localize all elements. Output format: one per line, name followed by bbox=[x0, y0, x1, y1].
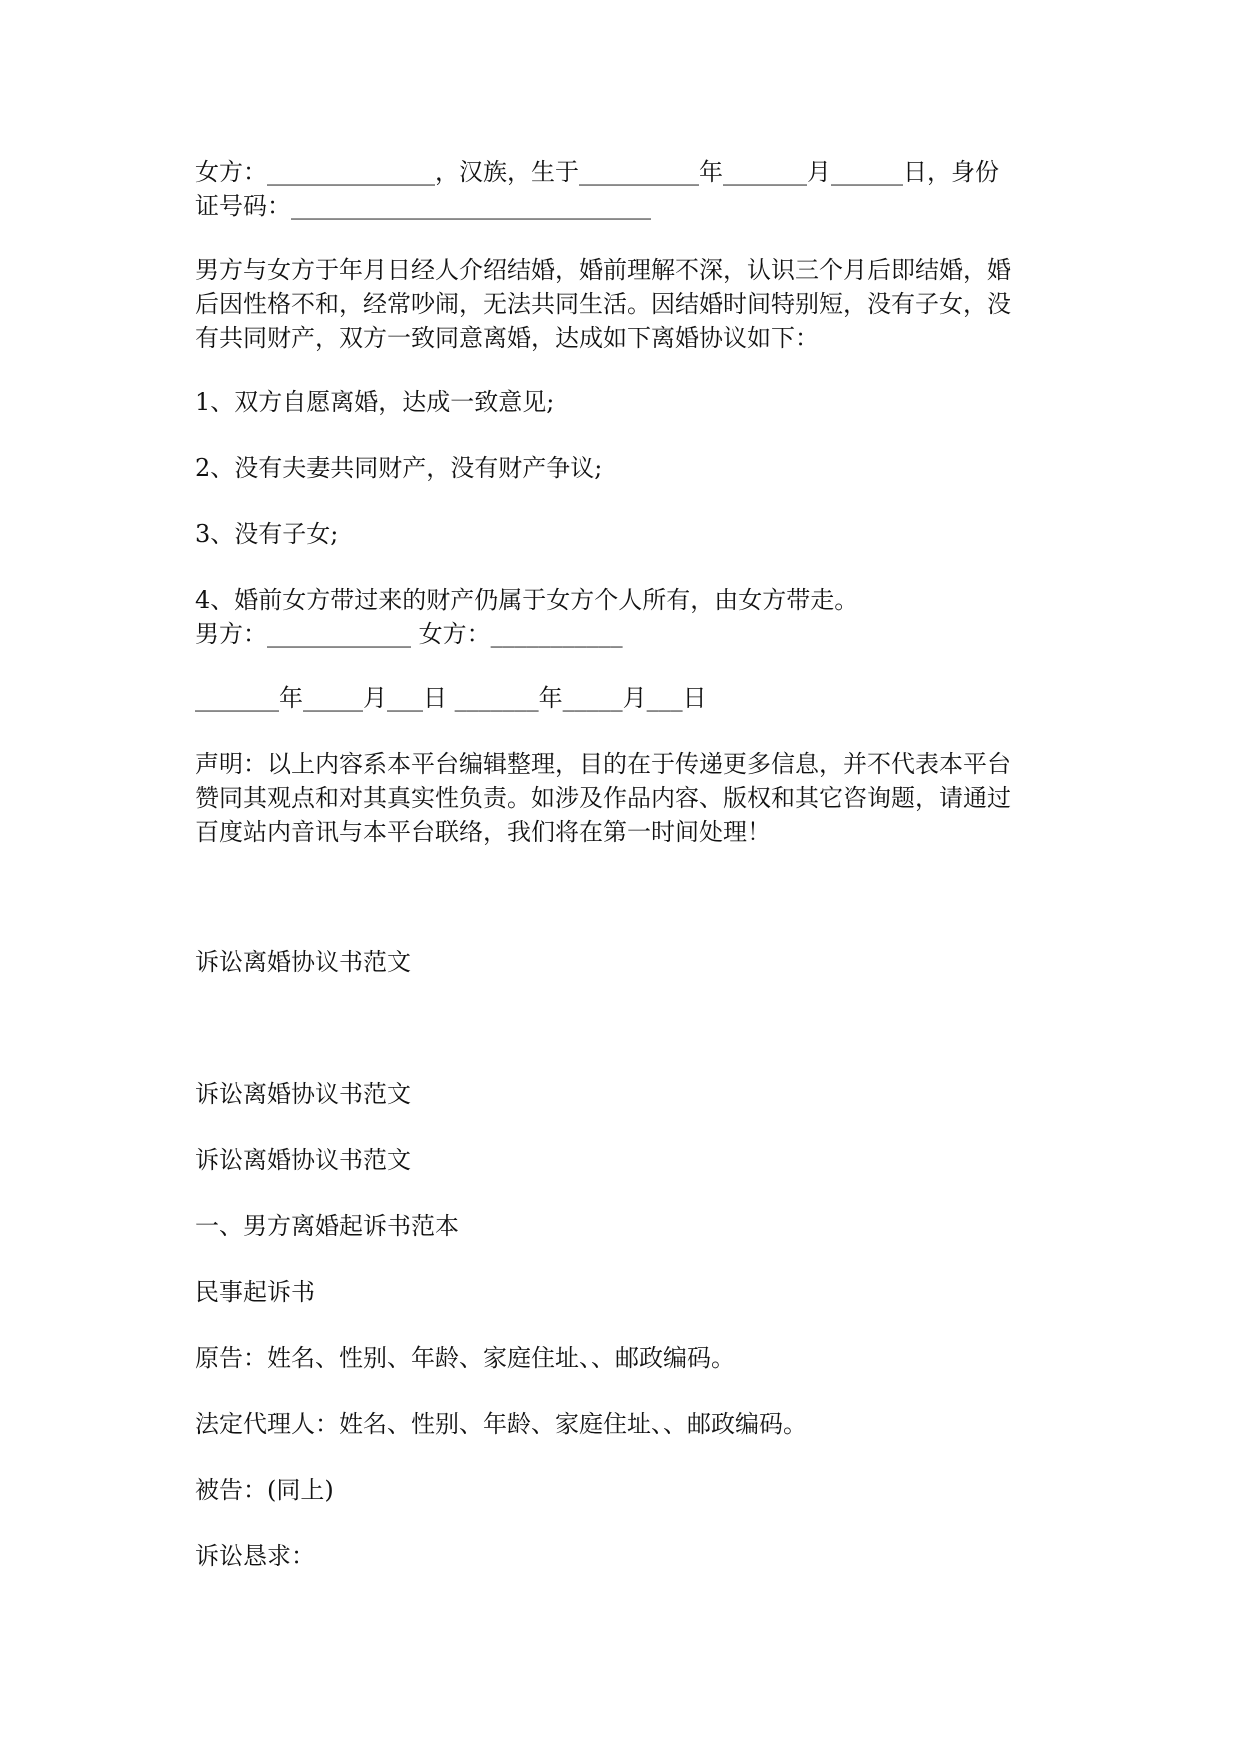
text-line-3: 男方与女方于年月日经人介绍结婚，婚前理解不深，认识三个月后即结婚，婚 bbox=[195, 256, 1011, 284]
disclaimer-line-3: 百度站内音讯与本平台联络，我们将在第一时间处理！ bbox=[195, 818, 771, 846]
disclaimer-line-2: 赞同其观点和对其真实性负责。如涉及作品内容、版权和其它咨询题，请通过 bbox=[195, 784, 1011, 812]
section-title-3: 诉讼离婚协议书范文 bbox=[195, 1146, 411, 1174]
plaintiff-line: 原告：姓名、性别、年龄、家庭住址、、邮政编码。 bbox=[195, 1344, 735, 1372]
text-line-2: 证号码：______________________________ bbox=[195, 192, 651, 220]
list-item-4: 4、婚前女方带过来的财产仍属于女方个人所有，由女方带走。 bbox=[195, 586, 859, 614]
section-title-2: 诉讼离婚协议书范文 bbox=[195, 1080, 411, 1108]
legal-representative-line: 法定代理人：姓名、性别、年龄、家庭住址、、邮政编码。 bbox=[195, 1410, 807, 1438]
claims-line: 诉讼恳求： bbox=[195, 1542, 315, 1570]
document-title: 民事起诉书 bbox=[195, 1278, 315, 1306]
signature-line: 男方：____________ 女方：___________ bbox=[195, 620, 623, 648]
section-heading: 一、男方离婚起诉书范本 bbox=[195, 1212, 459, 1240]
disclaimer-line-1: 声明：以上内容系本平台编辑整理，目的在于传递更多信息，并不代表本平台 bbox=[195, 750, 1011, 778]
list-item-3: 3、没有子女; bbox=[195, 520, 339, 548]
section-title-1: 诉讼离婚协议书范文 bbox=[195, 948, 411, 976]
list-item-1: 1、双方自愿离婚，达成一致意见; bbox=[195, 388, 555, 416]
date-line: _______年_____月___日 _______年_____月___日 bbox=[195, 684, 707, 712]
list-item-2: 2、没有夫妻共同财产，没有财产争议; bbox=[195, 454, 603, 482]
defendant-line: 被告：(同上) bbox=[195, 1476, 334, 1504]
text-line-4: 后因性格不和，经常吵闹，无法共同生活。因结婚时间特别短，没有子女，没 bbox=[195, 290, 1011, 318]
text-line-1: 女方：______________，汉族，生于__________年_______月______日，身份 bbox=[195, 158, 999, 186]
text-line-5: 有共同财产，双方一致同意离婚，达成如下离婚协议如下： bbox=[195, 324, 819, 352]
